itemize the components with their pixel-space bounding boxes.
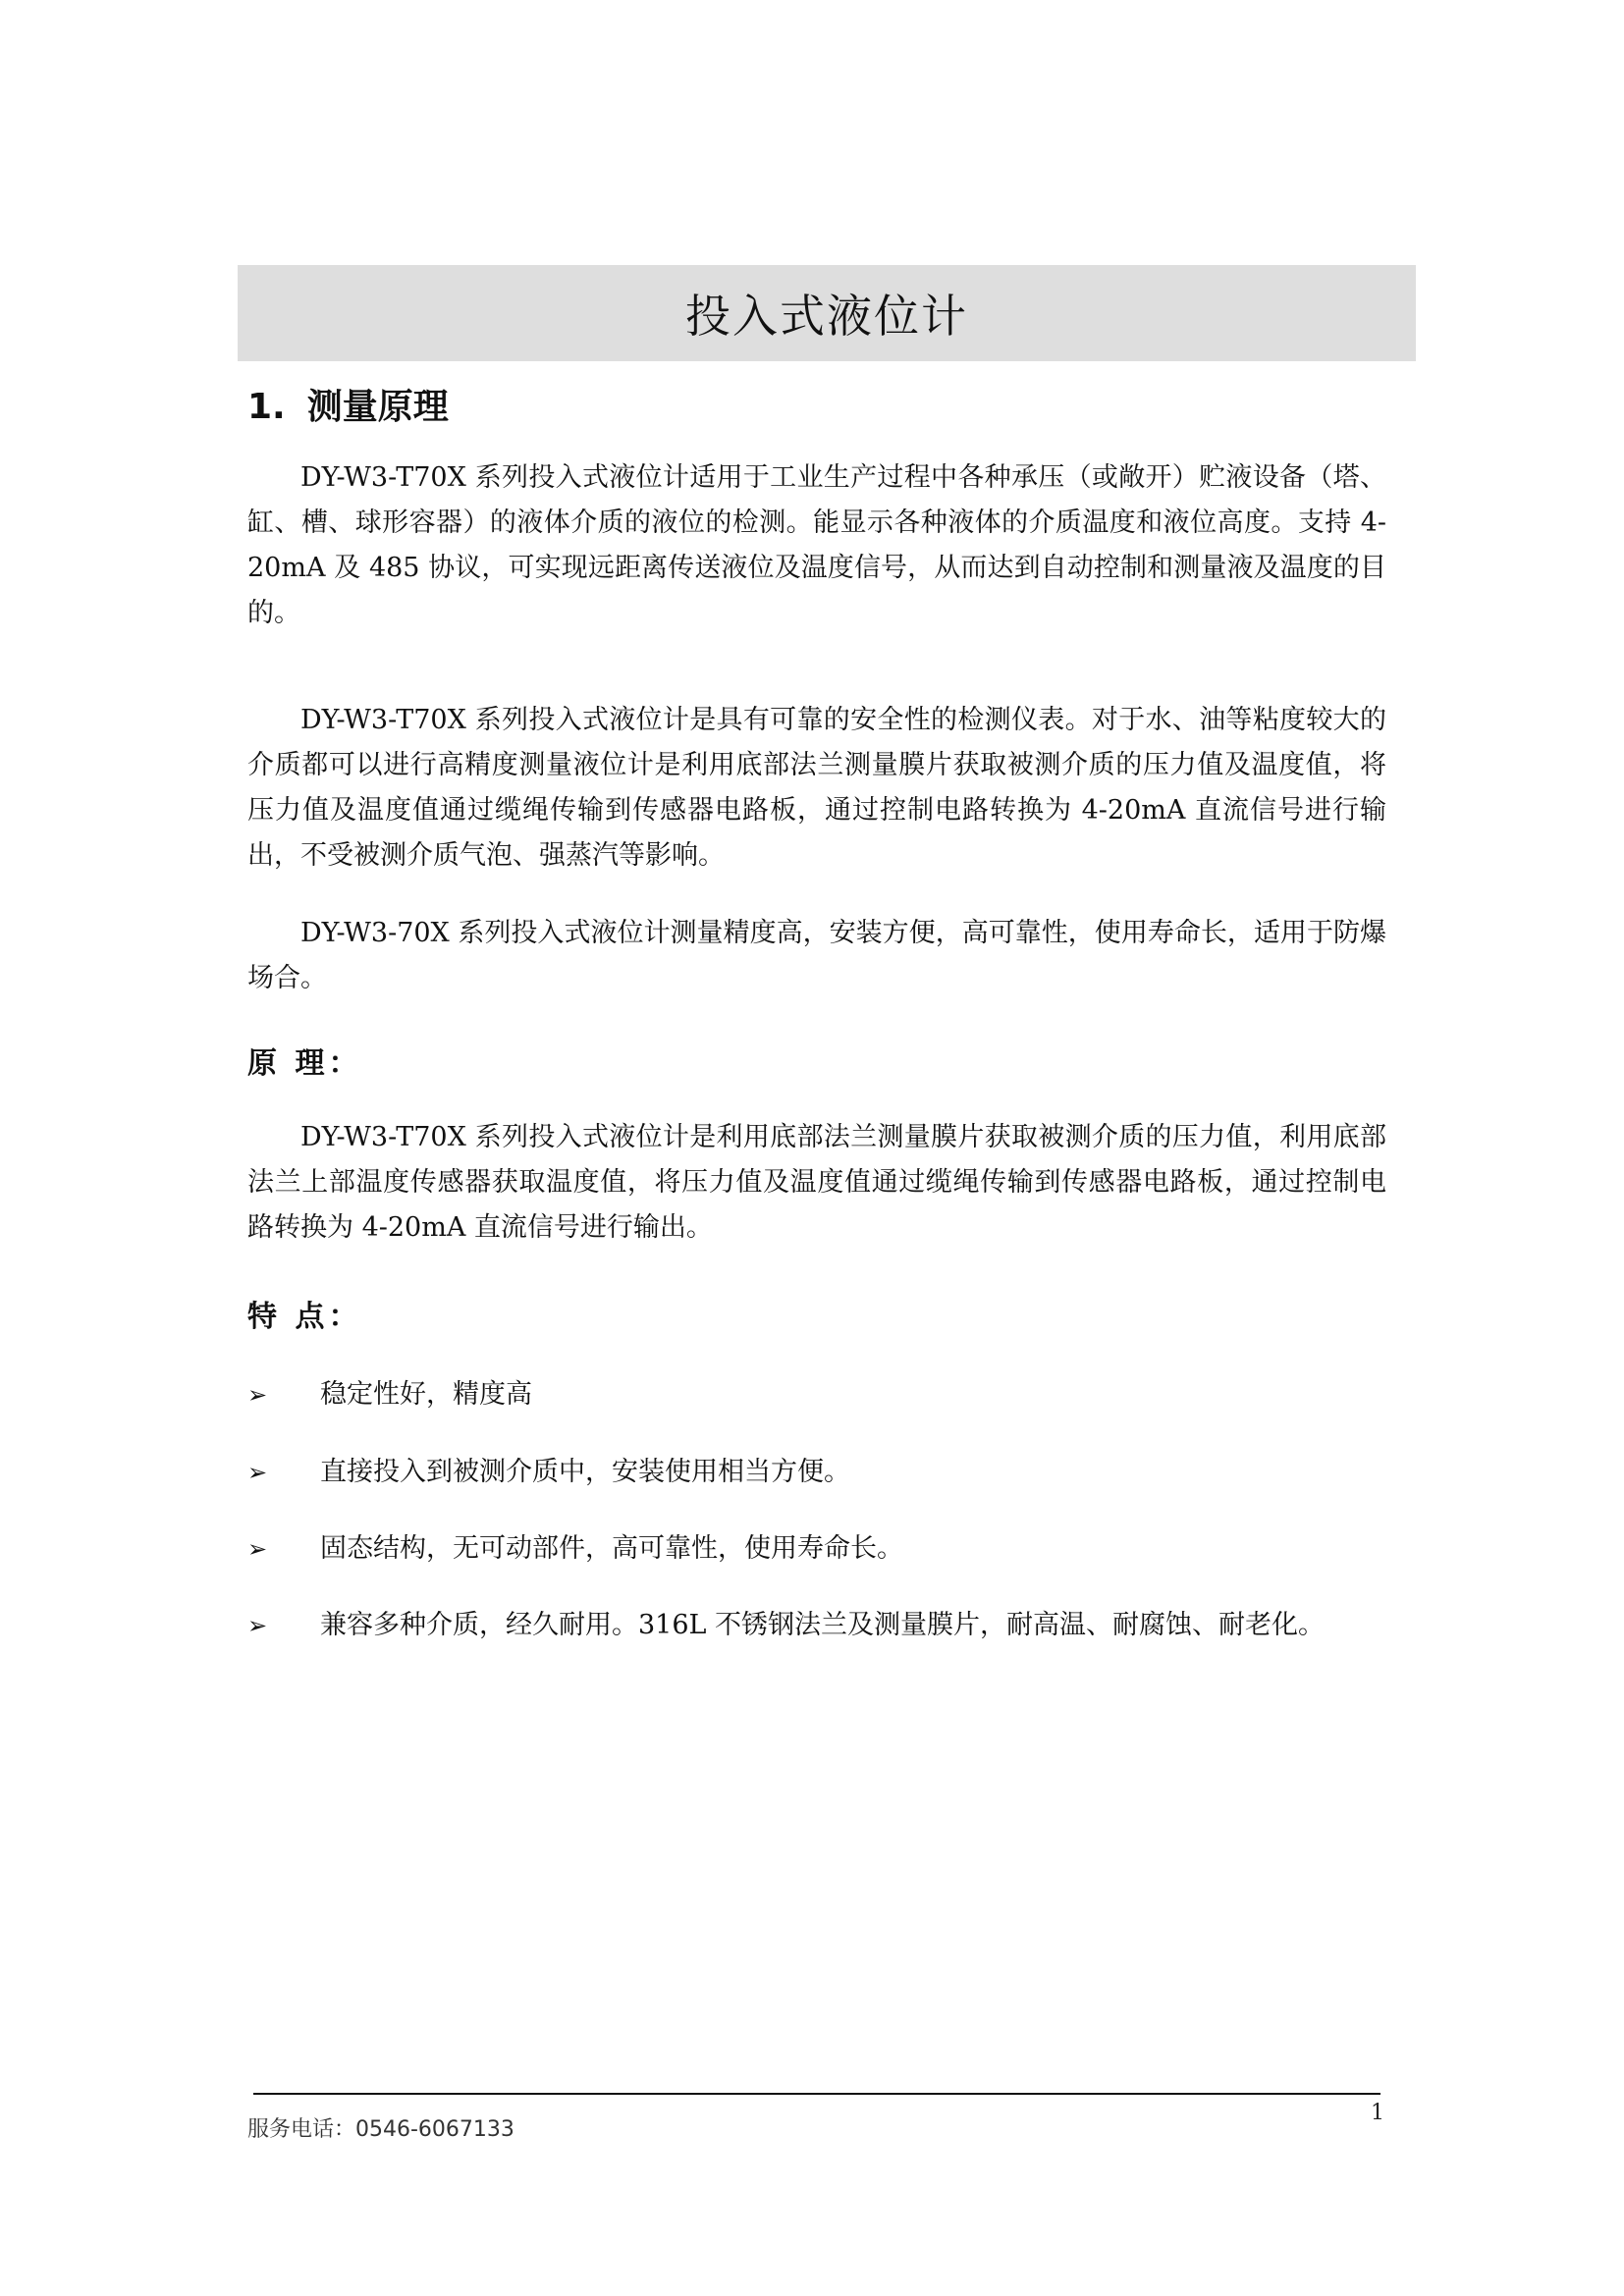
feature-item	[247, 1606, 1426, 1645]
arrow-bullet-icon: ➢	[247, 1535, 268, 1563]
feature-item	[247, 1529, 1426, 1569]
feature-text: 稳定性好，精度高	[320, 1379, 532, 1410]
arrow-bullet-icon: ➢	[247, 1459, 268, 1486]
section-number: 1.	[247, 387, 286, 427]
section-title: 测量原理	[306, 387, 449, 427]
title-banner	[238, 265, 1416, 361]
section-heading-measurement-principle	[247, 379, 449, 429]
principle-heading: 原 理：	[247, 1046, 362, 1081]
arrow-bullet-icon: ➢	[247, 1381, 268, 1409]
footer-service-phone: 服务电话：0546-6067133	[247, 2117, 514, 2142]
feature-text: 兼容多种介质，经久耐用。316L 不锈钢法兰及测量膜片，耐高温、耐腐蚀、耐老化。	[320, 1610, 1326, 1640]
feature-text: 直接投入到被测介质中，安装使用相当方便。	[320, 1457, 850, 1487]
paragraph-intro: DY-W3-T70X 系列投入式液位计适用于工业生产过程中各种承压（或敞开）贮液设备（塔、缸、槽、球形容器）的液体介质的液位的检测。能显示各种液体的介质温度和液位高度。支持 4-20mA 及 485 协议，可实现远距离传送液位及温度信号，从而达到自动控制和测量液及温度的目的。	[247, 462, 1386, 628]
feature-item	[247, 1453, 1426, 1492]
paragraph-principle: DY-W3-T70X 系列投入式液位计是利用底部法兰测量膜片获取被测介质的压力值，利用底部法兰上部温度传感器获取温度值，将压力值及温度值通过缆绳传输到传感器电路板，通过控制电路转换为 4-20mA 直流信号进行输出。	[247, 1122, 1386, 1243]
features-heading: 特 点：	[247, 1300, 362, 1334]
paragraph-accuracy: DY-W3-70X 系列投入式液位计测量精度高，安装方便，高可靠性，使用寿命长，适用于防爆场合。	[247, 918, 1386, 993]
arrow-bullet-icon: ➢	[247, 1612, 268, 1639]
document-title: 投入式液位计	[685, 290, 968, 343]
paragraph-safety: DY-W3-T70X 系列投入式液位计是具有可靠的安全性的检测仪表。对于水、油等粘度较大的介质都可以进行高精度测量液位计是利用底部法兰测量膜片获取被测介质的压力值及温度值，将压力值及温度值通过缆绳传输到传感器电路板，通过控制电路转换为 4-20mA 直流信号进行输出，不受被测介质气泡、强蒸汽等影响。	[247, 705, 1386, 871]
feature-item	[247, 1375, 1426, 1415]
feature-text: 固态结构，无可动部件，高可靠性，使用寿命长。	[320, 1533, 903, 1564]
footer-divider	[253, 2093, 1380, 2095]
page-number: 1	[1371, 2101, 1384, 2125]
